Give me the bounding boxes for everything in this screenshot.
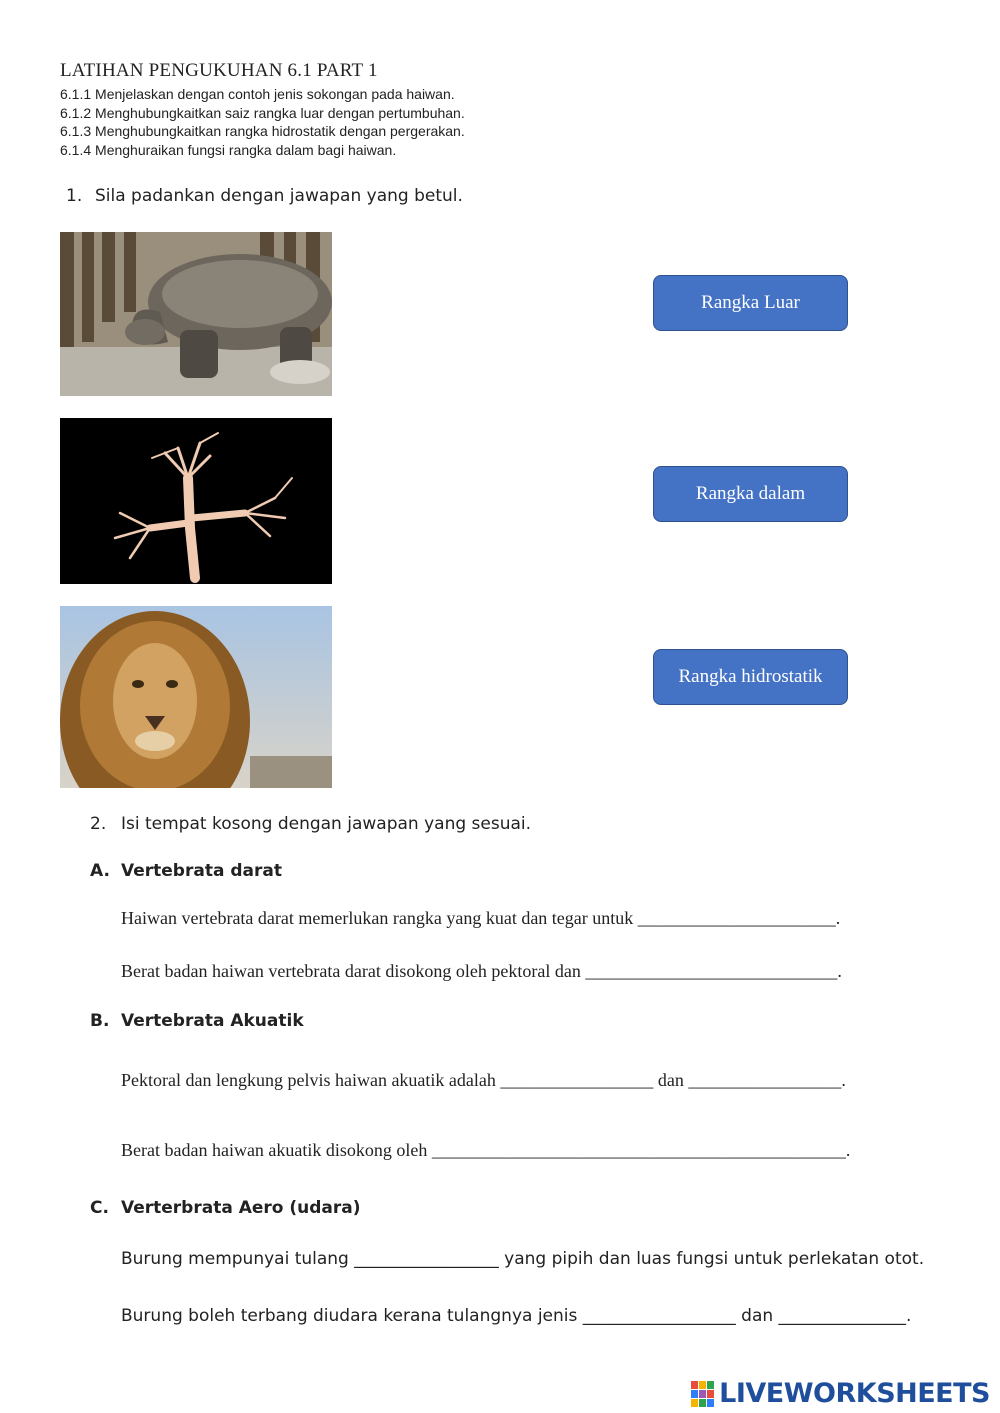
question-2-text: Isi tempat kosong dengan jawapan yang sesuai. [121,814,532,834]
liveworksheets-logo [691,1378,990,1409]
objective-3: 6.1.3 Menghubungkaitkan rangka hidrostatik dengan pergerakan. [60,123,465,139]
fill-blank-c1[interactable]: Burung mempunyai tulang _________________ yang pipih dan luas fungsi untuk perlekatan otot. [121,1249,925,1269]
hydra-image [60,418,332,584]
liveworksheets-logo-icon [691,1381,715,1407]
section-b-letter: B. [90,1011,110,1031]
fill-blank-a2[interactable]: Berat badan haiwan vertebrata darat disokong oleh pektoral dan ____________________________. [121,961,842,981]
tortoise-image [60,232,332,396]
section-b-heading: Vertebrata Akuatik [121,1011,304,1031]
question-2-number: 2. [90,814,107,834]
section-c-heading: Verterbrata Aero (udara) [121,1198,361,1218]
fill-blank-c2[interactable]: Burung boleh terbang diudara kerana tulangnya jenis __________________ dan _______________. [121,1306,912,1326]
option-rangka-luar-button[interactable]: Rangka Luar [653,275,848,331]
lion-image [60,606,332,788]
option-rangka-hidrostatik-button[interactable]: Rangka hidrostatik [653,649,848,705]
question-1-number: 1. [66,186,83,206]
objective-4: 6.1.4 Menghuraikan fungsi rangka dalam bagi haiwan. [60,142,397,158]
section-a-heading: Vertebrata darat [121,861,282,881]
question-1-text: Sila padankan dengan jawapan yang betul. [95,186,463,206]
option-rangka-dalam-button[interactable]: Rangka dalam [653,466,848,522]
objective-2: 6.1.2 Menghubungkaitkan saiz rangka luar dengan pertumbuhan. [60,105,465,121]
fill-blank-b1[interactable]: Pektoral dan lengkung pelvis haiwan akuatik adalah _________________ dan _________________. [121,1070,846,1090]
section-c-letter: C. [90,1198,109,1218]
fill-blank-a1[interactable]: Haiwan vertebrata darat memerlukan rangka yang kuat dan tegar untuk ______________________. [121,908,841,928]
section-a-letter: A. [90,861,110,881]
worksheet-title: LATIHAN PENGUKUHAN 6.1 PART 1 [60,60,378,81]
fill-blank-b2[interactable]: Berat badan haiwan akuatik disokong oleh ______________________________________________. [121,1140,851,1160]
liveworksheets-logo-text: LIVEWORKSHEETS [719,1378,990,1409]
objective-1: 6.1.1 Menjelaskan dengan contoh jenis sokongan pada haiwan. [60,86,455,102]
